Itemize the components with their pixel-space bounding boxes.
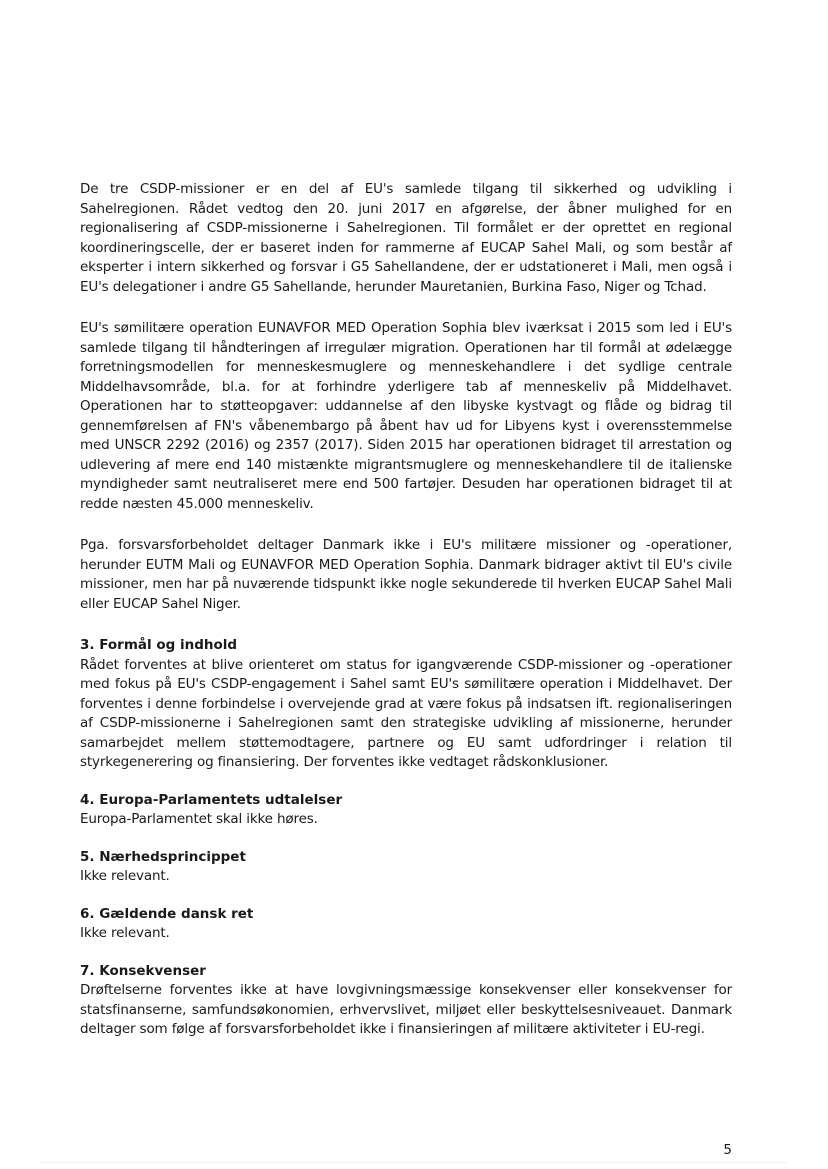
section-text: Rådet forventes at blive orienteret om status for igangværende CSDP-missioner og -operationer med fokus på EU's CSDP-engagement i Sahel samt EU's sømilitære operation i Middelhavet. Der forventes i denne forbindelse i overvejende grad at være fokus på indsatsen ift. regionaliseringen af CSDP-missionerne i Sahelregionen samt den strategiske udvikling af missionerne, herunder samarbejdet mellem støttemodtagere, partnere og EU samt udfordringer i relation til styrkegenerering og finansiering. Der forventes ikke vedtaget rådskonklusioner. xyxy=(80,656,732,770)
section-naerhedsprincippet xyxy=(80,848,732,887)
section-heading: 6. Gældende dansk ret xyxy=(80,905,254,922)
paragraph-defence-opt-out: Pga. forsvarsforbeholdet deltager Danmark ikke i EU's militære missioner og -operationer, herunder EUTM Mali og EUNAVFOR MED Operation Sophia. Danmark bidrager aktivt til EU's civile missioner, men har på nuværende tidspunkt ikke nogle sekunderede til hverken EUCAP Sahel Mali eller EUCAP Sahel Niger. xyxy=(80,537,732,612)
section-text: Ikke relevant. xyxy=(80,925,170,941)
section-europa-parlamentets-udtalelser xyxy=(80,791,732,830)
section-text: Europa-Parlamentet skal ikke høres. xyxy=(80,811,318,827)
section-heading: 3. Formål og indhold xyxy=(80,637,238,653)
section-gaeldende-dansk-ret xyxy=(80,905,732,944)
page-number: 5 xyxy=(723,1142,732,1158)
section-text: Ikke relevant. xyxy=(80,868,170,884)
paragraph-operation-sophia: EU's sømilitære operation EUNAVFOR MED Operation Sophia blev iværksat i 2015 som led i EU's samlede tilgang til håndteringen af irregulær migration. Operationen har til formål at ødelægge forretningsmodellen for menneskesmuglere og menneskehandlere i det sydlige centrale Middelhavsområde, bl.a. for at forhindre yderligere tab af menneskeliv på Middelhavet. Operationen har to støtteopgaver: uddannelse af den libyske kystvagt og flåde og bidrag til gennemførelsen af FN's våbenembargo på åbent hav ud for Libyens kyst i overensstemmelse med UNSCR 2292 (2016) og 2357 (2017). Siden 2015 har operationen bidraget til arrestation og udlevering af mere end 140 mistænkte migrantsmuglere og menneskehandlere til de italienske myndigheder samt neutraliseret mere end 500 fartøjer. Desuden har operationen bidraget til at redde næsten 45.000 menneskeliv. xyxy=(80,320,732,512)
paragraph-csdp-missions: De tre CSDP-missioner er en del af EU's samlede tilgang til sikkerhed og udvikling i Sahelregionen. Rådet vedtog den 20. juni 2017 en afgørelse, der åbner mulighed for en regionalisering af CSDP-missionerne i Sahelregionen. Til formålet er der oprettet en regional koordineringscelle, der er baseret inden for rammerne af EUCAP Sahel Mali, og som består af eksperter i intern sikkerhed og forsvar i G5 Sahellandene, der er udstationeret i Mali, men også i EU's delegationer i andre G5 Sahellande, herunder Mauretanien, Burkina Faso, Niger og Tchad. xyxy=(80,181,732,295)
section-konsekvenser xyxy=(80,962,732,1040)
section-heading: 7. Konsekvenser xyxy=(80,962,206,979)
document-body xyxy=(80,180,732,1058)
section-heading: 4. Europa-Parlamentets udtalelser xyxy=(80,791,343,808)
section-text: Drøftelserne forventes ikke at have lovgivningsmæssige konsekvenser eller konsekvenser for statsfinanserne, samfundsøkonomien, erhvervslivet, miljøet eller beskyttelsesniveauet. Danmark deltager som følge af forsvarsforbeholdet ikke i finansieringen af militære aktiviteter i EU-regi. xyxy=(80,982,732,1037)
footer-divider xyxy=(40,1162,788,1163)
section-heading: 5. Nærhedsprincippet xyxy=(80,848,246,865)
section-formaal-og-indhold xyxy=(80,636,732,773)
